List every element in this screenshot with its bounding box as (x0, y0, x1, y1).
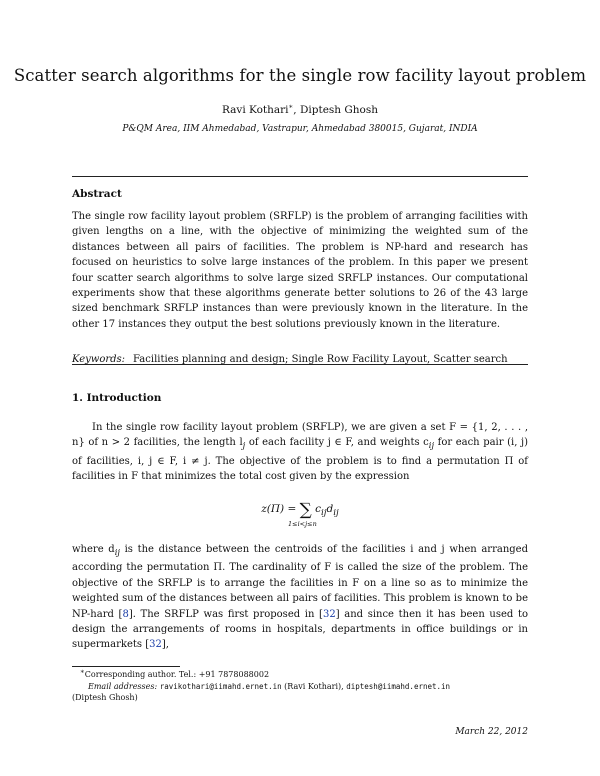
citation-link-32-second[interactable]: 32 (149, 639, 162, 651)
footnote-ghosh-name: (Diptesh Ghosh) (72, 693, 138, 702)
intro-p2-part-a: where d (72, 544, 115, 555)
email-label: Email addresses: (88, 682, 158, 691)
corresponding-mark: ∗ (288, 102, 294, 111)
equation-lhs: z(Π) = (261, 503, 300, 515)
intro-p1-part-b: of each facility j ∈ F, and weights c (245, 437, 429, 449)
cost-equation: z(Π) = ∑ $c_{ij}d_{ij}$ 1≤i<j≤n (261, 500, 339, 528)
author-first: Ravi Kothari (221, 104, 289, 116)
author-rest: , Diptesh Ghosh (293, 104, 379, 116)
summation-symbol: ∑ (299, 500, 312, 520)
citation-link-32[interactable]: 32 (322, 608, 336, 620)
email-link-kothari[interactable]: ravikothari@iimahd.ernet.in (159, 682, 282, 691)
intro-p2-part-e: ], (161, 639, 169, 651)
footnote-corresponding: ∗Corresponding author. Tel.: +91 7878088002 (80, 667, 270, 679)
top-rule (72, 176, 528, 177)
intro-p2-part-c: ]. The SRFLP was first proposed in [ (128, 608, 323, 620)
email-link-ghosh[interactable]: diptesh@iimahd.ernet.in (346, 682, 451, 691)
citation-link-8[interactable]: 8 (122, 608, 129, 620)
abstract-text: The single row facility layout problem (SRFLP) is the problem of arranging facilities with given lengths on a line, with the objective of minimizing the weighted sum of the distances between all pairs of facilities. The problem is NP-hard and research has focused on heuristics to solve large instances of the problem. In this paper we present four scatter search algorithms to solve large sized SRFLP instances. Our computational experiments show that these algorithms generate better solutions to 26 of the 43 large sized benchmark SRFLP instances than were previously known in the literature. In the other 17 instances they output the best solutions previously known in the literature. (72, 211, 528, 330)
equation-distance: d (326, 503, 334, 515)
footnote-emails (88, 681, 450, 693)
summation-range: 1≤i<j≤n (288, 520, 317, 528)
footnote-corresponding-text: Corresponding author. Tel.: +91 7878088002 (84, 670, 270, 679)
intro-p2-part-b: is the distance between the centroids of the facilities i and j when arranged according the permutation Π. The cardinality of F is called the size of the problem. The objective of the SRFLP is to arrange the facilities in F on a line so as to minimize the weighted sum of the distances between all pairs of facilities. This problem is known to be NP-hard [ (72, 544, 528, 620)
paper-title: Scatter search algorithms for the single row facility layout problem (13, 66, 587, 85)
email-name-kothari: (Ravi Kothari), (281, 682, 347, 691)
footnote-rule (72, 666, 180, 667)
author-list (0, 104, 600, 116)
intro-p2-part-d: ] and since then it has been used to design the arrangements of rooms in hospitals, departments in office buildings or in supermarkets [ (72, 608, 528, 651)
abstract-heading: Abstract (72, 188, 122, 200)
intro-p1-part-c: for each pair (i, j) of facilities, i, j ∈ F, i ≠ j. The objective of the problem is to find a permutation Π of facilities in F that minimizes the total cost given by the expression (72, 437, 528, 483)
intro-paragraph-2: where $d_{ij}$ is the distance between the centroids of the facilities i and j when arranged according the permutation Π. The cardinality of F is called the size of the problem. The objective of the SRFLP is to arrange the facilities in F on a line so as to minimize the weighted sum of the distances between all pairs of facilities. This problem is known to be NP-hard [8]. The SRFLP was first proposed in [32] and since then it has been used to design the arrangements of rooms in hospitals, departments in office buildings or in supermarkets [32], (72, 544, 528, 651)
keywords-text: Facilities planning and design; Single Row Facility Layout, Scatter search (133, 354, 508, 365)
preprint-date: March 22, 2012 (455, 727, 528, 737)
keywords-label: Keywords: (72, 354, 126, 365)
equation-weight: c (311, 503, 321, 515)
intro-p1-part-a: In the single row facility layout problem (SRFLP), we are given a set F = {1, 2, . . . , n} of n > 2 facilities, the length l (72, 422, 528, 449)
intro-heading: 1. Introduction (72, 392, 162, 404)
bottom-rule (72, 364, 528, 365)
affiliation: P&QM Area, IIM Ahmedabad, Vastrapur, Ahmedabad 380015, Gujarat, INDIA (122, 124, 478, 134)
intro-paragraph-1: In the single row facility layout problem (SRFLP), we are given a set F = {1, 2, . . . , n} of n > 2 facilities, the length $l_j$ of each facility j ∈ F, and weights $c_{ij}$ for each pair (i, j) of facilities, i, j ∈ F, i ≠ j. The objective of the problem is to find a permutation Π of facilities in F that minimizes the total cost given by the expression (72, 422, 528, 483)
